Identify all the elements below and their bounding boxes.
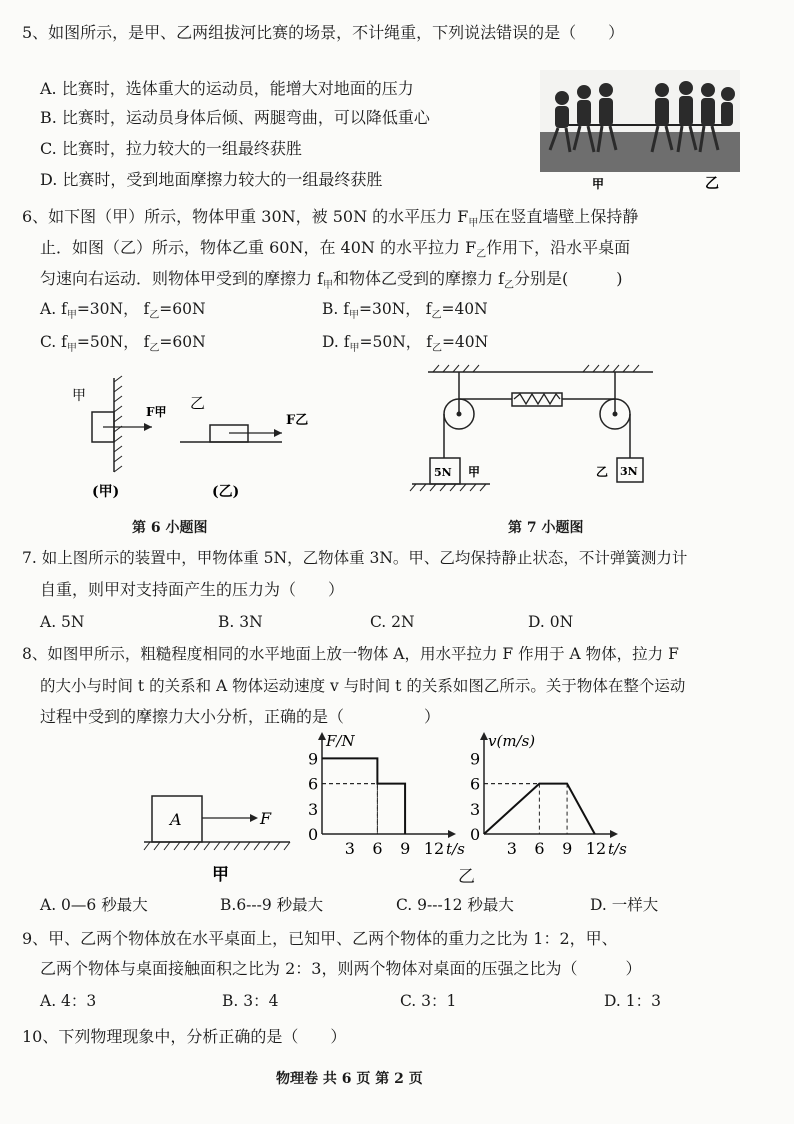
- force-chart-y-tick-label: 6: [308, 774, 319, 794]
- q6-option-c: C. $f_甲=50N$， $f_乙=60N$: [40, 333, 206, 354]
- force-chart-y-arrow: [318, 732, 326, 740]
- force-time-chart: [292, 726, 472, 856]
- velocity-chart-y-tick-label: 3: [470, 799, 481, 819]
- q6-figure-caption: 第 6 小题图: [132, 520, 208, 536]
- force-chart-y-axis-label: F/N: [326, 732, 355, 750]
- q6-force-yi: F乙: [286, 413, 309, 428]
- force-chart-y-tick-label: 3: [308, 799, 319, 819]
- velocity-chart-x-tick-label: 12: [585, 839, 607, 858]
- q8-stem-line3: 过程中受到的摩擦力大小分析，正确的是（ ）: [40, 707, 441, 726]
- page-footer: 物理卷 共 6 页 第 2 页: [276, 1071, 423, 1087]
- q5-option-a: A. 比赛时，选体重大的运动员，能增大对地面的压力: [40, 79, 414, 98]
- q8-stem-line2: 的大小与时间 t 的关系和 A 物体运动速度 v 与时间 t 的关系如图乙所示。关于物体在整个运动: [40, 677, 686, 695]
- q7-figure: [408, 362, 668, 502]
- q6-force-jia: F甲: [146, 405, 167, 419]
- q8-option-c: C. 9---12 秒最大: [396, 896, 514, 914]
- q8-caption-jia: 甲: [212, 865, 229, 885]
- q7-stem-line2: 自重，则甲对支持面产生的压力为（ ）: [40, 580, 345, 599]
- q7-block-left: 5N: [434, 466, 452, 479]
- q7-label-jia: 甲: [468, 465, 481, 479]
- q9-stem-line1: 9、甲、乙两个物体放在水平桌面上，已知甲、乙两个物体的重力之比为 1：2，甲、: [22, 929, 618, 948]
- q8-force-label: F: [260, 809, 272, 828]
- q6-option-b: B. $f_甲=30N$， $f_乙=40N$: [322, 300, 488, 321]
- q10-stem: 10、下列物理现象中，分析正确的是（ ）: [22, 1027, 347, 1046]
- q7-figure-caption: 第 7 小题图: [508, 520, 584, 536]
- velocity-chart-x-tick-label: 3: [506, 839, 517, 858]
- q7-option-a: A. 5N: [40, 613, 85, 631]
- velocity-chart-x-tick-label: 6: [534, 839, 545, 858]
- force-chart-x-tick-label: 3: [344, 839, 355, 858]
- velocity-chart-x-arrow: [610, 830, 618, 838]
- velocity-chart-x-tick-label: 9: [562, 839, 573, 858]
- velocity-chart-y-tick-label: 0: [470, 825, 481, 844]
- q6-label-jia: 甲: [72, 388, 86, 404]
- velocity-chart-y-tick-label: 9: [470, 749, 481, 769]
- q9-option-b: B. 3：4: [222, 992, 279, 1010]
- velocity-chart-y-axis-label: v(m/s): [488, 732, 536, 750]
- q5-option-b: B. 比赛时，运动员身体后倾、两腿弯曲，可以降低重心: [40, 108, 430, 127]
- q7-label-yi: 乙: [596, 465, 609, 479]
- velocity-chart-x-axis-label: t/s: [608, 840, 627, 858]
- force-chart-y-tick-label: 0: [308, 825, 319, 844]
- q6-caption-yi: (乙): [212, 484, 240, 500]
- q7-option-d: D. 0N: [528, 613, 574, 631]
- q9-option-a: A. 4：3: [40, 992, 97, 1010]
- q5-option-d: D. 比赛时，受到地面摩擦力较大的一组最终获胜: [40, 170, 383, 189]
- q8-option-a: A. 0—6 秒最大: [40, 896, 148, 914]
- force-chart-x-tick-label: 12: [423, 839, 445, 858]
- q7-option-b: B. 3N: [218, 613, 263, 631]
- force-chart-y-tick-label: 9: [308, 749, 319, 769]
- q6-stem-line2: 止．如图（乙）所示，物体乙重 60N，在 40N 的水平拉力 $F_乙$作用下，沿水平桌面: [40, 238, 631, 260]
- q8-figure-jia: [140, 790, 300, 890]
- velocity-chart-y-arrow: [480, 732, 488, 740]
- q6-option-d: D. $f_甲=50N$， $f_乙=40N$: [322, 333, 489, 354]
- q9-option-d: D. 1：3: [604, 992, 661, 1010]
- q8-block-label: A: [170, 810, 182, 829]
- q7-stem-line1: 7. 如上图所示的装置中，甲物体重 5N，乙物体重 3N。甲、乙均保持静止状态，不计弹簧测力计: [22, 549, 688, 567]
- q6-stem-line3: 匀速向右运动．则物体甲受到的摩擦力 $f_甲$和物体乙受到的摩擦力 $f_乙$分别是( ): [40, 269, 623, 291]
- q6-option-a: A. $f_甲=30N$， $f_乙=60N$: [40, 300, 206, 321]
- tug-label-jia: 甲: [592, 177, 605, 191]
- q7-block-right: 3N: [620, 465, 638, 478]
- q6-figure: [60, 372, 340, 502]
- tug-label-yi: 乙: [705, 176, 719, 192]
- q5-option-c: C. 比赛时，拉力较大的一组最终获胜: [40, 139, 302, 158]
- q8-option-b: B.6---9 秒最大: [220, 896, 324, 914]
- q6-caption-jia: (甲): [92, 484, 120, 500]
- velocity-chart-y-tick-label: 6: [470, 774, 481, 794]
- q6-stem-line1: 6、如下图（甲）所示，物体甲重 30N，被 50N 的水平压力 $F_甲$压在竖直墙壁上保持静: [22, 207, 639, 229]
- q8-stem-line1: 8、如图甲所示，粗糙程度相同的水平地面上放一物体 A，用水平拉力 F 作用于 A 物体，拉力 F: [22, 645, 679, 663]
- q7-option-c: C. 2N: [370, 613, 415, 631]
- q5-stem: 5、如图所示，是甲、乙两组拔河比赛的场景，不计绳重，下列说法错误的是（ ）: [22, 23, 625, 42]
- tug-of-war-image: [540, 70, 740, 190]
- q9-option-c: C. 3：1: [400, 992, 457, 1010]
- q8-caption-yi: 乙: [458, 867, 475, 887]
- velocity-time-chart: [454, 726, 634, 856]
- q8-option-d: D. 一样大: [590, 896, 659, 914]
- force-chart-x-axis-label: t/s: [446, 840, 465, 858]
- force-chart-series-line: [322, 758, 405, 834]
- q6-label-yi: 乙: [190, 394, 206, 412]
- force-chart-x-tick-label: 6: [372, 839, 383, 858]
- q9-stem-line2: 乙两个物体与桌面接触面积之比为 2：3，则两个物体对桌面的压强之比为（ ）: [40, 959, 642, 978]
- force-chart-x-tick-label: 9: [400, 839, 411, 858]
